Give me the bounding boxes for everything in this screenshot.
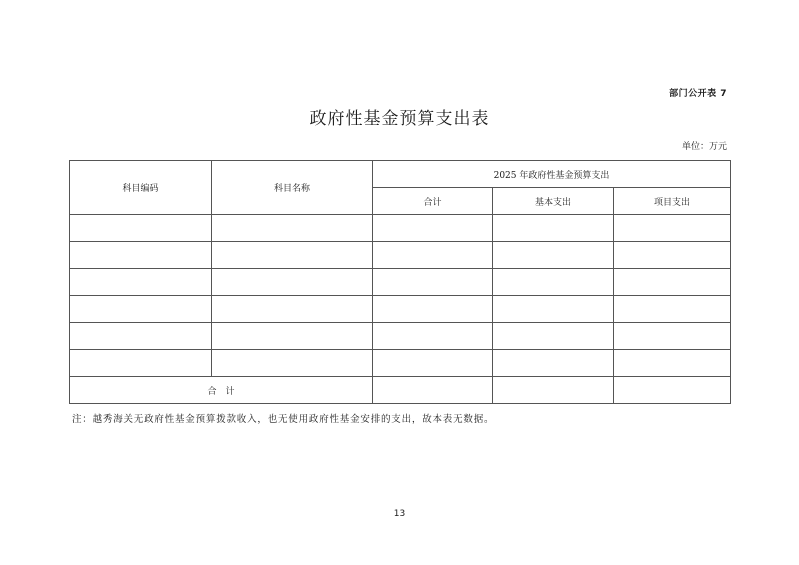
total-cell-basic bbox=[493, 377, 614, 404]
header-basic-expenditure: 基本支出 bbox=[493, 188, 614, 215]
total-label: 合 计 bbox=[70, 377, 373, 404]
cell-total bbox=[373, 215, 493, 242]
header-project-expenditure: 项目支出 bbox=[614, 188, 731, 215]
cell-code bbox=[70, 296, 212, 323]
cell-basic bbox=[493, 323, 614, 350]
cell-name bbox=[212, 350, 373, 377]
budget-table bbox=[69, 160, 731, 404]
cell-total bbox=[373, 296, 493, 323]
header-subject-code: 科目编码 bbox=[70, 161, 212, 215]
cell-project bbox=[614, 215, 731, 242]
cell-code bbox=[70, 242, 212, 269]
cell-total bbox=[373, 269, 493, 296]
cell-project bbox=[614, 242, 731, 269]
page-number: 13 bbox=[393, 509, 406, 519]
unit-label: 单位：万元 bbox=[681, 142, 727, 152]
cell-project bbox=[614, 269, 731, 296]
table-row bbox=[70, 269, 731, 296]
total-row bbox=[70, 377, 731, 404]
cell-total bbox=[373, 323, 493, 350]
cell-code bbox=[70, 215, 212, 242]
cell-name bbox=[212, 269, 373, 296]
cell-name bbox=[212, 215, 373, 242]
cell-name bbox=[212, 296, 373, 323]
cell-basic bbox=[493, 242, 614, 269]
cell-basic bbox=[493, 296, 614, 323]
cell-total bbox=[373, 242, 493, 269]
table-number-tag: 部门公开表 7 bbox=[669, 89, 727, 99]
cell-name bbox=[212, 323, 373, 350]
cell-code bbox=[70, 323, 212, 350]
header-group-budget: 2025 年政府性基金预算支出 bbox=[373, 161, 731, 188]
cell-project bbox=[614, 323, 731, 350]
table-row bbox=[70, 242, 731, 269]
cell-basic bbox=[493, 350, 614, 377]
header-subject-name: 科目名称 bbox=[212, 161, 373, 215]
cell-code bbox=[70, 350, 212, 377]
cell-basic bbox=[493, 215, 614, 242]
cell-code bbox=[70, 269, 212, 296]
page-title: 政府性基金预算支出表 bbox=[309, 109, 490, 129]
total-cell-total bbox=[373, 377, 493, 404]
cell-project bbox=[614, 296, 731, 323]
total-cell-project bbox=[614, 377, 731, 404]
cell-project bbox=[614, 350, 731, 377]
footnote: 注：越秀海关无政府性基金预算拨款收入，也无使用政府性基金安排的支出，故本表无数据。 bbox=[72, 414, 495, 425]
cell-name bbox=[212, 242, 373, 269]
table-row bbox=[70, 350, 731, 377]
cell-basic bbox=[493, 269, 614, 296]
header-total: 合计 bbox=[373, 188, 493, 215]
table-row bbox=[70, 215, 731, 242]
table-row bbox=[70, 296, 731, 323]
table-row bbox=[70, 323, 731, 350]
cell-total bbox=[373, 350, 493, 377]
